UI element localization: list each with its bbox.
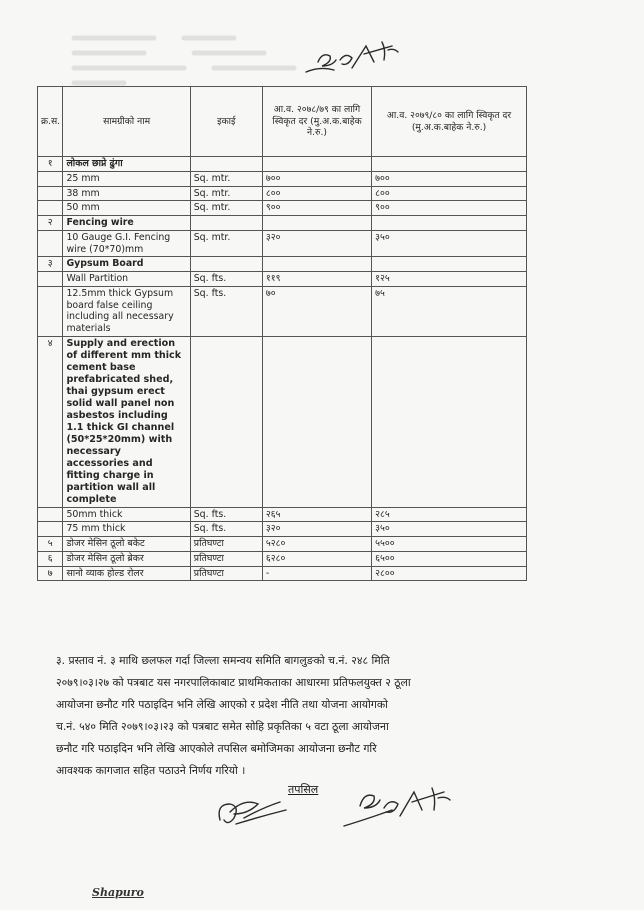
cell-rate-fy-2078-79 (262, 336, 371, 507)
table-section-row (38, 336, 527, 507)
cell-material-name: 50 mm (63, 201, 190, 216)
cell-serial-number: १ (38, 157, 63, 172)
cell-rate-fy-2078-79: ३२० (262, 230, 371, 257)
cell-rate-fy-2078-79 (262, 157, 371, 172)
cell-rate-fy-2079-80: ८०० (372, 186, 527, 201)
table-row (38, 507, 527, 522)
cell-material-name: 12.5mm thick Gypsum board false ceiling including all necessary materials (63, 286, 190, 336)
cell-serial-number (38, 230, 63, 257)
cell-rate-fy-2079-80 (372, 157, 527, 172)
table-row (38, 566, 527, 581)
table-row (38, 186, 527, 201)
table-row (38, 272, 527, 287)
cell-material-name: 75 mm thick (63, 522, 190, 537)
cell-serial-number (38, 171, 63, 186)
cell-rate-fy-2078-79: ६२८० (262, 551, 371, 566)
bleed-through-ghost-text (64, 28, 324, 88)
cell-rate-fy-2079-80: २८५ (372, 507, 527, 522)
cell-unit: Sq. mtr. (190, 171, 262, 186)
table-row (38, 171, 527, 186)
cell-material-name: डोजर मेसिन ठूलो बकेट (63, 537, 190, 552)
cell-serial-number (38, 522, 63, 537)
cell-serial-number (38, 272, 63, 287)
paragraph-line: २०७९।०३।२७ को पत्रबाट यस नगरपालिकाबाट प्राथमिकताका आधारमा प्रतिफलयुक्त २ ठूला (56, 676, 411, 689)
cell-serial-number (38, 507, 63, 522)
cell-material-name: Supply and erection of different mm thick cement base prefabricated shed, thai gypsum erect solid wall panel non asbestos including 1.1 thick GI channel (50*25*20mm) with necessary accessories and fitting charge in partition wall all complete (63, 336, 190, 507)
table-row (38, 537, 527, 552)
table-row (38, 551, 527, 566)
table-section-row (38, 157, 527, 172)
cell-material-name: 38 mm (63, 186, 190, 201)
cell-rate-fy-2079-80: ५५०० (372, 537, 527, 552)
cell-rate-fy-2079-80: १२५ (372, 272, 527, 287)
cell-rate-fy-2079-80 (372, 216, 527, 231)
cell-serial-number: ७ (38, 566, 63, 581)
cell-rate-fy-2078-79: ३२० (262, 522, 371, 537)
cell-unit: Sq. fts. (190, 522, 262, 537)
material-rate-table (37, 86, 527, 581)
paragraph-line: च.नं. ५४० मिति २०७९।०३।२३ को पत्रबाट समेत सोहि प्रकृतिका ५ वटा ठूला आयोजना (56, 720, 389, 733)
cell-material-name: लोकल छाप्ने ढुंगा (63, 157, 190, 172)
table-row (38, 286, 527, 336)
cell-serial-number: ३ (38, 257, 63, 272)
cell-rate-fy-2078-79: ९०० (262, 201, 371, 216)
cell-rate-fy-2078-79: ५२८० (262, 537, 371, 552)
cell-rate-fy-2078-79: - (262, 566, 371, 581)
header-material-name: सामग्रीको नाम (63, 87, 190, 157)
cell-material-name: 50mm thick (63, 507, 190, 522)
cell-rate-fy-2078-79: ७० (262, 286, 371, 336)
cell-unit (190, 336, 262, 507)
cell-rate-fy-2079-80: ३५० (372, 522, 527, 537)
table-row (38, 522, 527, 537)
tapsil-label: तपसिल (288, 783, 319, 796)
cell-rate-fy-2079-80 (372, 336, 527, 507)
cell-material-name: Wall Partition (63, 272, 190, 287)
table-section-row (38, 216, 527, 231)
cell-serial-number: ६ (38, 551, 63, 566)
cell-unit: प्रतिघण्टा (190, 537, 262, 552)
cell-unit: प्रतिघण्टा (190, 551, 262, 566)
paragraph-line: आयोजना छनौट गरि पठाइदिन भनि लेखि आएको र प्रदेश नीति तथा योजना आयोगको (56, 698, 388, 711)
cell-rate-fy-2078-79: ८०० (262, 186, 371, 201)
cell-rate-fy-2079-80: ६५०० (372, 551, 527, 566)
bottom-stamp-text: Shapuro (92, 886, 144, 899)
cell-unit: Sq. mtr. (190, 186, 262, 201)
table-row (38, 201, 527, 216)
cell-rate-fy-2079-80 (372, 257, 527, 272)
handwritten-page-number-mark (300, 32, 410, 82)
table-row (38, 230, 527, 257)
cell-rate-fy-2079-80: ७०० (372, 171, 527, 186)
cell-unit: Sq. fts. (190, 272, 262, 287)
cell-serial-number (38, 201, 63, 216)
cell-unit: प्रतिघण्टा (190, 566, 262, 581)
cell-rate-fy-2079-80: ७५ (372, 286, 527, 336)
table-body (38, 157, 527, 581)
decision-paragraph (56, 650, 586, 782)
cell-unit (190, 216, 262, 231)
cell-material-name: Fencing wire (63, 216, 190, 231)
cell-unit: Sq. mtr. (190, 201, 262, 216)
handwritten-signature-right (340, 776, 460, 836)
cell-serial-number: ४ (38, 336, 63, 507)
cell-rate-fy-2078-79: २६५ (262, 507, 371, 522)
cell-rate-fy-2078-79: ७०० (262, 171, 371, 186)
cell-serial-number (38, 286, 63, 336)
table-section-row (38, 257, 527, 272)
header-rate-fy-2078-79: आ.व. २०७८/७९ का लागि स्विकृत दर (मु.अ.क.बाहेक ने.रु.) (262, 87, 371, 157)
cell-unit: Sq. fts. (190, 507, 262, 522)
cell-unit: Sq. mtr. (190, 230, 262, 257)
header-rate-fy-2079-80: आ.व. २०७९/८० का लागि स्विकृत दर (मु.अ.क.बाहेक ने.रु.) (372, 87, 527, 157)
cell-material-name: 10 Gauge G.I. Fencing wire (70*70)mm (63, 230, 190, 257)
cell-material-name: सानो व्याक होल्ड रोलर (63, 566, 190, 581)
table-header-row (38, 87, 527, 157)
cell-material-name: डोजर मेसिन ठूलो ब्रेकर (63, 551, 190, 566)
handwritten-signature-left (214, 790, 294, 834)
paragraph-line: आवश्यक कागजात सहित पठाउने निर्णय गरियो । (56, 764, 246, 777)
cell-rate-fy-2078-79: ११९ (262, 272, 371, 287)
cell-rate-fy-2079-80: ९०० (372, 201, 527, 216)
cell-serial-number: ५ (38, 537, 63, 552)
cell-rate-fy-2079-80: २८०० (372, 566, 527, 581)
cell-serial-number (38, 186, 63, 201)
cell-unit (190, 157, 262, 172)
cell-material-name: 25 mm (63, 171, 190, 186)
cell-rate-fy-2079-80: ३५० (372, 230, 527, 257)
cell-rate-fy-2078-79 (262, 216, 371, 231)
cell-material-name: Gypsum Board (63, 257, 190, 272)
header-serial-number: क्र.स. (38, 87, 63, 157)
paragraph-line: छनौट गरि पठाइदिन भनि लेखि आएकोले तपसिल बमोजिमका आयोजना छनौट गरि (56, 742, 377, 755)
paragraph-line: ३. प्रस्ताव नं. ३ माथि छलफल गर्दा जिल्ला समन्वय समिति बागलुङको च.नं. २४८ मिति (56, 654, 390, 667)
cell-rate-fy-2078-79 (262, 257, 371, 272)
cell-unit (190, 257, 262, 272)
cell-serial-number: २ (38, 216, 63, 231)
header-unit: इकाई (190, 87, 262, 157)
cell-unit: Sq. fts. (190, 286, 262, 336)
